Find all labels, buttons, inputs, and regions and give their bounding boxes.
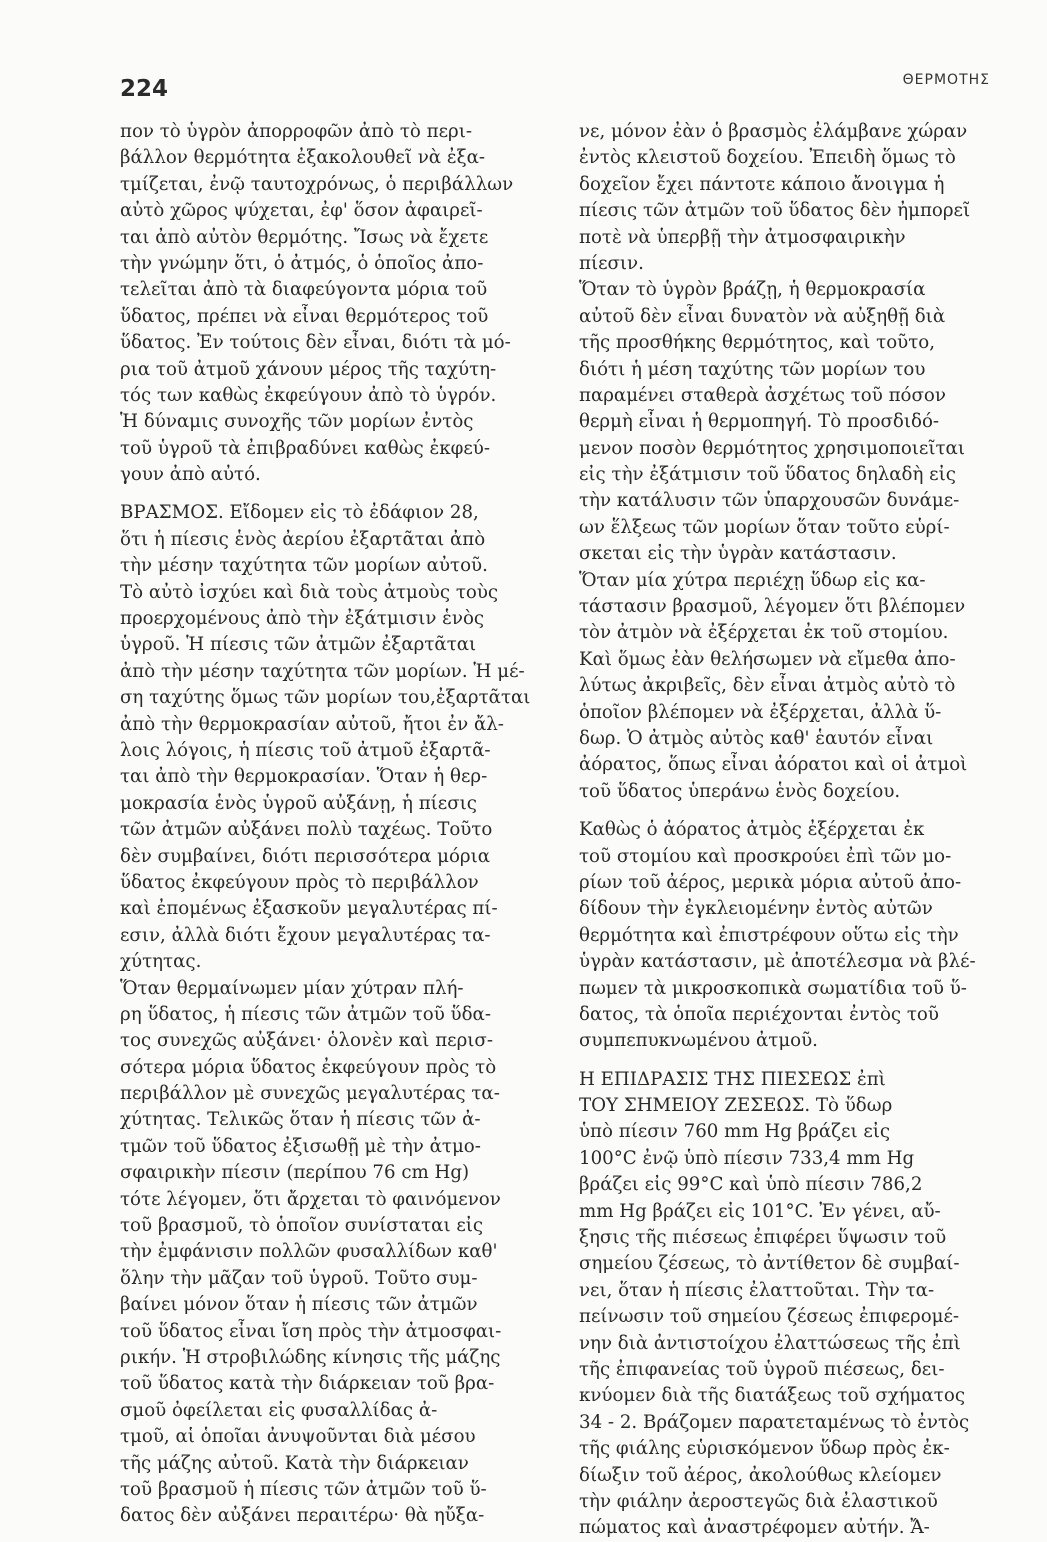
- text-line: βάλλον θερμότητα ἐξακολουθεῖ νὰ ἐξα-: [120, 147, 486, 169]
- text-line: λοις λόγοις, ἡ πίεσις τοῦ ἀτμοῦ ἐξαρτᾶ-: [120, 739, 491, 761]
- text-line: τῆς ἐπιφανείας τοῦ ὑγροῦ πιέσεως, δει-: [579, 1358, 945, 1380]
- text-line: τοῦ βρασμοῦ ἡ πίεσις τῶν ἀτμῶν τοῦ ὕ-: [120, 1478, 487, 1500]
- paragraph-gap: [579, 1055, 1007, 1067]
- text-line: ὅτι ἡ πίεσις ἑνὸς ἀερίου ἐξαρτᾶται ἀπὸ: [120, 528, 486, 550]
- text-line: τοῦ ὕδατος εἶναι ἴση πρὸς τὴν ἀτμοσφαι-: [120, 1320, 502, 1342]
- text-line: ρια τοῦ ἀτμοῦ χάνουν μέρος τῆς ταχύτη-: [120, 358, 497, 380]
- text-line: τάστασιν βρασμοῦ, λέγομεν ὅτι βλέπομεν: [579, 596, 966, 618]
- text-line: γουν ἀπὸ αὐτό.: [120, 464, 261, 486]
- text-line: σφαιρικὴν πίεσιν (περίπου 76 cm Hg): [120, 1162, 470, 1184]
- text-line: θερμότητα καὶ ἐπιστρέφουν οὕτω εἰς τὴν: [579, 924, 959, 946]
- text-line: τμῶν τοῦ ὕδατος ἐξισωθῇ μὲ τὴν ἀτμο-: [120, 1135, 481, 1157]
- text-line: μοκρασία ἑνὸς ὑγροῦ αὐξάνῃ, ἡ πίεσις: [120, 792, 477, 814]
- text-line: πείνωσιν τοῦ σημείου ζέσεως ἐπιφερομέ-: [579, 1306, 960, 1328]
- text-line: τὸν ἀτμὸν νὰ ἐξέρχεται ἐκ τοῦ στομίου.: [579, 622, 949, 644]
- text-line: Καὶ ὅμως ἐὰν θελήσωμεν νὰ εἴμεθα ἀπο-: [579, 648, 956, 670]
- text-line: δίδουν τὴν ἐγκλειομένην ἐντὸς αὐτῶν: [579, 898, 933, 920]
- text-line: ποτὲ νὰ ὑπερβῇ τὴν ἀτμοσφαιρικὴν: [579, 226, 906, 248]
- text-line: πον τὸ ὑγρὸν ἀπορροφῶν ἀπὸ τὸ περι-: [120, 121, 472, 142]
- text-line: αὐτοῦ δὲν εἶναι δυνατὸν νὰ αὐξηθῇ διὰ: [579, 305, 946, 327]
- text-line: παραμένει σταθερὰ ἀσχέτως τοῦ πόσον: [579, 384, 946, 406]
- text-line: τοῦ ὕδατος ὑπεράνω ἑνὸς δοχείου.: [579, 780, 901, 802]
- text-line: τοῦ στομίου καὶ προσκρούει ἐπὶ τῶν μο-: [579, 845, 952, 867]
- text-line: τελεῖται ἀπὸ τὰ διαφεύγοντα μόρια τοῦ: [120, 279, 488, 301]
- text-line: θερμὴ εἶναι ἡ θερμοπηγή. Τὸ προσδιδό-: [579, 411, 940, 433]
- text-line: δατος δὲν αὐξάνει περαιτέρω· θὰ ηὔξα-: [120, 1505, 485, 1527]
- text-line: ξησις τῆς πιέσεως ἐπιφέρει ὕψωσιν τοῦ: [579, 1227, 947, 1249]
- text-line: εἰς τὴν ἐξάτμισιν τοῦ ὕδατος δηλαδὴ εἰς: [579, 464, 956, 486]
- text-line: πίεσιν.: [579, 252, 644, 274]
- text-line: πίεσις τῶν ἀτμῶν τοῦ ὕδατος δὲν ἠμπορεῖ: [579, 200, 971, 222]
- text-line: τός των καθὼς ἐκφεύγουν ἀπὸ τὸ ὑγρόν.: [120, 384, 497, 406]
- text-line: λύτως ἀκριβεῖς, δὲν εἶναι ἀτμὸς αὐτὸ τὸ: [579, 675, 956, 697]
- text-line: Τὸ αὐτὸ ἰσχύει καὶ διὰ τοὺς ἀτμοὺς τοὺς: [120, 581, 499, 603]
- text-line: ὑγρὰν κατάστασιν, μὲ ἀποτέλεσμα νὰ βλέ-: [579, 951, 976, 973]
- text-line: ΤΟΥ ΣΗΜΕΙΟΥ ΖΕΣΕΩΣ. Τὸ ὕδωρ: [579, 1095, 893, 1117]
- text-line: ΒΡΑΣΜΟΣ. Εἴδομεν εἰς τὸ ἐδάφιον 28,: [120, 502, 479, 524]
- paragraph-gap: [120, 488, 548, 500]
- text-line: τοῦ ὕδατος κατὰ τὴν διάρκειαν τοῦ βρα-: [120, 1373, 495, 1395]
- text-line: σκεται εἰς τὴν ὑγρὰν κατάστασιν.: [579, 543, 897, 565]
- text-line: βράζει εἰς 99°C καὶ ὑπὸ πίεσιν 786,2: [579, 1174, 923, 1196]
- text-line: κνύομεν διὰ τῆς διατάξεως τοῦ σχήματος: [579, 1385, 966, 1407]
- text-line: 100°C ἐνῷ ὑπὸ πίεσιν 733,4 mm Hg: [579, 1147, 915, 1169]
- text-line: τὴν γνώμην ὅτι, ὁ ἀτμός, ὁ ὁποῖος ἀπο-: [120, 252, 484, 274]
- text-line: χύτητας.: [120, 951, 202, 973]
- text-line: ται ἀπὸ αὐτὸν θερμότης. Ἴσως νὰ ἔχετε: [120, 226, 489, 248]
- page-number: 224: [120, 76, 169, 102]
- text-line: Ὅταν μία χύτρα περιέχῃ ὕδωρ εἰς κα-: [579, 569, 926, 591]
- text-line: μενον ποσὸν θερμότητος χρησιμοποιεῖται: [579, 437, 965, 459]
- text-line: ὕδατος. Ἐν τούτοις δὲν εἶναι, διότι τὰ μό-: [120, 332, 511, 354]
- text-line: τὴν κατάλυσιν τῶν ὑπαρχουσῶν δυνάμε-: [579, 490, 960, 512]
- text-line: Ἡ δύναμις συνοχῆς τῶν μορίων ἐντὸς: [120, 411, 474, 433]
- text-line: mm Hg βράζει εἰς 101°C. Ἐν γένει, αὔ-: [579, 1200, 941, 1222]
- text-line: δίωξιν τοῦ ἀέρος, ἀκολούθως κλείομεν: [579, 1464, 942, 1486]
- running-head: ΘΕΡΜΟΤΗΣ: [902, 72, 990, 88]
- text-line: αὐτὸ χῶρος ψύχεται, ἐφ' ὅσον ἀφαιρεῖ-: [120, 200, 483, 222]
- text-line: ἀόρατος, ὅπως εἶναι ἀόρατοι καὶ οἱ ἀτμοὶ: [579, 754, 968, 776]
- text-line: πωμεν τὰ μικροσκοπικὰ σωματίδια τοῦ ὕ-: [579, 977, 967, 999]
- text-line: ὁποῖον βλέπομεν νὰ ἐξέρχεται, ἀλλὰ ὕ-: [579, 701, 942, 723]
- text-line: νην διὰ ἀντιστοίχου ἐλαττώσεως τῆς ἐπὶ: [579, 1332, 961, 1354]
- text-line: διότι ἡ μέση ταχύτης τῶν μορίων του: [579, 358, 926, 380]
- right-column: [579, 119, 1007, 1542]
- text-line: ὑπὸ πίεσιν 760 mm Hg βράζει εἰς: [579, 1121, 891, 1143]
- text-line: τῆς φιάλης εὑρισκόμενον ὕδωρ πρὸς ἐκ-: [579, 1438, 950, 1460]
- text-line: 34 - 2. Βράζομεν παρατεταμένως τὸ ἐντὸς: [579, 1411, 970, 1433]
- left-column: [120, 119, 548, 1530]
- text-line: ων ἕλξεως τῶν μορίων ὅταν τοῦτο εὑρί-: [579, 516, 950, 538]
- text-line: ρίων τοῦ ἀέρος, μερικὰ μόρια αὐτοῦ ἀπο-: [579, 871, 962, 893]
- text-line: προερχομένους ἀπὸ τὴν ἐξάτμισιν ἑνὸς: [120, 608, 485, 630]
- text-line: τὴν φιάλην ἀεροστεγῶς διὰ ἐλαστικοῦ: [579, 1490, 938, 1512]
- text-line: ὕδατος ἐκφεύγουν πρὸς τὸ περιβάλλον: [120, 871, 479, 893]
- text-line: τῆς μάζης αὐτοῦ. Κατὰ τὴν διάρκειαν: [120, 1452, 469, 1474]
- text-line: σότερα μόρια ὕδατος ἐκφεύγουν πρὸς τὸ: [120, 1056, 497, 1078]
- text-line: περιβάλλον μὲ συνεχῶς μεγαλυτέρας τα-: [120, 1083, 500, 1105]
- text-line: ὅλην τὴν μᾶζαν τοῦ ὑγροῦ. Τοῦτο συμ-: [120, 1267, 478, 1289]
- text-line: δὲν συμβαίνει, διότι περισσότερα μόρια: [120, 845, 491, 867]
- text-line: συμπεπυκνωμένου ἀτμοῦ.: [579, 1030, 818, 1052]
- text-line: εσιν, ἀλλὰ διότι ἔχουν μεγαλυτέρας τα-: [120, 924, 491, 946]
- text-line: τοῦ βρασμοῦ, τὸ ὁποῖον συνίσταται εἰς: [120, 1215, 484, 1237]
- text-line: σμοῦ ὀφείλεται εἰς φυσαλλίδας ἀ-: [120, 1399, 438, 1421]
- text-line: ρη ὕδατος, ἡ πίεσις τῶν ἀτμῶν τοῦ ὕδα-: [120, 1003, 491, 1025]
- text-line: Ὅταν τὸ ὑγρὸν βράζῃ, ἡ θερμοκρασία: [579, 279, 926, 301]
- text-line: δοχεῖον ἔχει πάντοτε κάποιο ἄνοιγμα ἡ: [579, 173, 945, 195]
- text-line: Καθὼς ὁ ἀόρατος ἀτμὸς ἐξέρχεται ἐκ: [579, 819, 925, 841]
- text-line: ση ταχύτης ὅμως τῶν μορίων του,ἐξαρτᾶται: [120, 687, 531, 709]
- text-line: χύτητας. Τελικῶς ὅταν ἡ πίεσις τῶν ἀ-: [120, 1109, 481, 1131]
- text-line: τότε λέγομεν, ὅτι ἄρχεται τὸ φαινόμενον: [120, 1188, 501, 1210]
- text-line: πώματος καὶ ἀναστρέφομεν αὐτήν. Ἄ-: [579, 1517, 930, 1539]
- text-line: τμοῦ, αἱ ὁποῖαι ἀνυψοῦνται διὰ μέσου: [120, 1426, 476, 1448]
- text-line: σημείου ζέσεως, τὸ ἀντίθετον δὲ συμβαί-: [579, 1253, 960, 1275]
- text-line: βαίνει μόνον ὅταν ἡ πίεσις τῶν ἀτμῶν: [120, 1294, 478, 1316]
- text-line: νει, ὅταν ἡ πίεσις ἐλαττοῦται. Τὴν τα-: [579, 1279, 935, 1301]
- text-line: νε, μόνον ἐὰν ὁ βρασμὸς ἐλάμβανε χώραν: [579, 121, 968, 142]
- text-line: τῆς προσθήκης θερμότητος, καὶ τοῦτο,: [579, 332, 935, 354]
- text-line: ρικήν. Ἡ στροβιλώδης κίνησις τῆς μάζης: [120, 1346, 501, 1368]
- text-line: ται ἀπὸ τὴν θερμοκρασίαν. Ὅταν ἡ θερ-: [120, 766, 488, 788]
- text-line: ἀπὸ τὴν θερμοκρασίαν αὐτοῦ, ἤτοι ἐν ἄλ-: [120, 713, 504, 735]
- text-line: ὕδατος, πρέπει νὰ εἶναι θερμότερος τοῦ: [120, 305, 489, 327]
- text-line: ἀπὸ τὴν μέσην ταχύτητα τῶν μορίων. Ἡ μέ-: [120, 660, 525, 682]
- text-line: ὑγροῦ. Ἡ πίεσις τῶν ἀτμῶν ἐξαρτᾶται: [120, 634, 477, 656]
- text-line: δατος, τὰ ὁποῖα περιέχονται ἐντὸς τοῦ: [579, 1003, 939, 1025]
- text-line: τὴν ἐμφάνισιν πολλῶν φυσαλλίδων καθ': [120, 1241, 498, 1263]
- text-line: ἐντὸς κλειστοῦ δοχείου. Ἐπειδὴ ὅμως τὸ: [579, 147, 956, 169]
- text-line: καὶ ἐπομένως ἐξασκοῦν μεγαλυτέρας πί-: [120, 898, 498, 920]
- text-line: τοῦ ὑγροῦ τὰ ἐπιβραδύνει καθὼς ἐκφεύ-: [120, 437, 490, 459]
- text-line: τὴν μέσην ταχύτητα τῶν μορίων αὐτοῦ.: [120, 555, 488, 577]
- text-line: τος συνεχῶς αὐξάνει· ὁλονὲν καὶ περισ-: [120, 1030, 493, 1052]
- text-line: Η ΕΠΙΔΡΑΣΙΣ ΤΗΣ ΠΙΕΣΕΩΣ ἐπὶ: [579, 1068, 886, 1090]
- text-line: δωρ. Ὁ ἀτμὸς αὐτὸς καθ' ἑαυτόν εἶναι: [579, 727, 934, 749]
- paragraph-gap: [579, 805, 1007, 817]
- text-line: τῶν ἀτμῶν αὐξάνει πολὺ ταχέως. Τοῦτο: [120, 819, 493, 841]
- text-line: τμίζεται, ἐνῷ ταυτοχρόνως, ὁ περιβάλλων: [120, 173, 514, 195]
- text-line: Ὅταν θερμαίνωμεν μίαν χύτραν πλή-: [120, 977, 464, 999]
